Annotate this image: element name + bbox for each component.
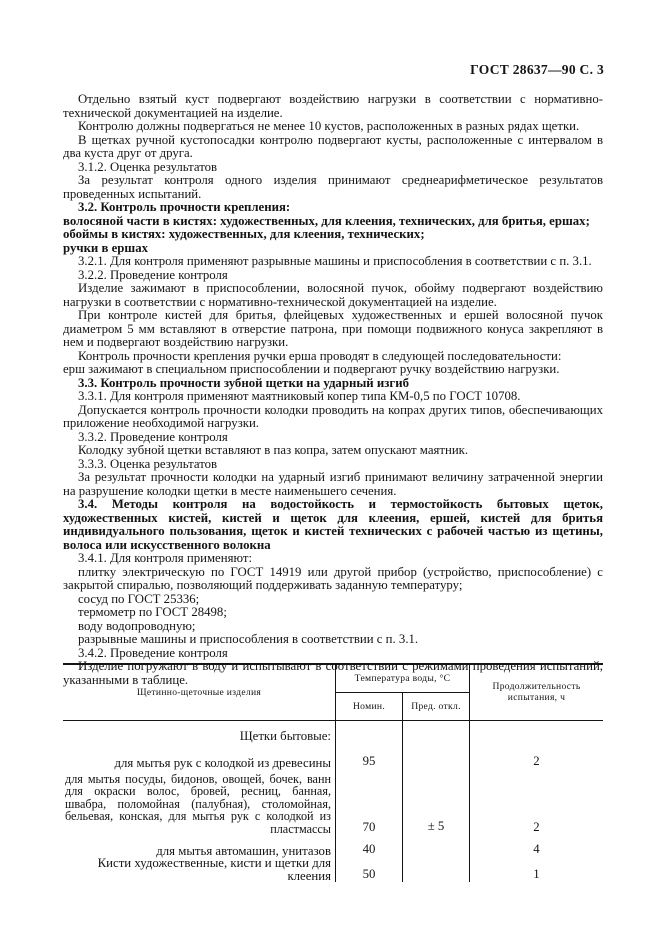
paragraph: В щетках ручной кустопосадки контролю подвергают кусты, расположенные с интервалом в два куста друг от друга. [63, 132, 603, 160]
row-nominal: 70 [336, 769, 403, 835]
paragraph: Допускается контроль прочности колодки проводить на копрах других типов, обеспечивающих приложение необходимой нагрузки. [63, 402, 603, 430]
list-item: термометр по ГОСТ 28498; [78, 605, 227, 619]
row-deviation [403, 720, 470, 742]
test-modes-table [63, 663, 603, 882]
paragraph: Колодку зубной щетки вставляют в паз копра, затем опускают маятник. [78, 443, 469, 457]
heading-item: волосяной части в кистях: художественных, для клеения, технических, для бритья, ершах; [63, 213, 590, 228]
table-row [63, 857, 603, 882]
heading-item: обоймы в кистях: художественных, для клеения, технических; [63, 227, 425, 241]
table-row [63, 720, 603, 742]
row-duration: 4 [533, 842, 540, 856]
table-row [63, 742, 603, 769]
row-deviation [403, 835, 470, 857]
list-item: плитку электрическую по ГОСТ 14919 или другой прибор (устройство, приспособление) с закрытой спиралью, позволяющий поддерживать заданную температуру; [63, 564, 603, 592]
list-item: разрывные машины и приспособления в соответствии с п. 3.1. [78, 632, 419, 646]
subsection-heading: 3.4.2. Проведение контроля [78, 645, 228, 660]
page-header: ГОСТ 28637—90 С. 3 [470, 62, 604, 77]
row-nominal: 40 [336, 835, 403, 857]
table-row [63, 835, 603, 857]
paragraph: Контролю должны подвергаться не менее 10 кустов, расположенных в разных рядах щетки. [78, 119, 580, 133]
section-heading: 3.4. Методы контроля на водостойкость и термостойкость бытовых щеток, художественных кистей, кистей и щеток для клеения, ершей, кистей для бритья индивидуального пользования, щеток и кистей технических с рабочей частью из щетины, волоса или искусственного волокна [63, 497, 603, 552]
row-nominal: 95 [336, 742, 403, 769]
row-deviation [403, 857, 470, 882]
column-header-duration: Продолжительность испытания, ч [470, 664, 604, 720]
row-product: для мытья рук с колодкой из древесины [63, 742, 336, 769]
paragraph: За результат прочности колодки на ударный изгиб принимают величину затраченной энергии на разрушение колодки щетки в месте наименьшего сечения. [63, 470, 603, 498]
row-duration: 1 [533, 867, 540, 881]
row-product: для мытья посуды, бидонов, овощей, бочек, ванн для окраски волос, бровей, ресниц, банная, швабра, поломойная (палубная), столомойная, бельевая, конская, для мытья рук с колодкой из пластмассы [63, 769, 336, 835]
list-item: сосуд по ГОСТ 25336; [78, 591, 200, 606]
paragraph: 3.4.1. Для контроля применяют: [78, 551, 253, 565]
paragraph: Изделие зажимают в приспособлении, волосяной пучок, обойму подвергают воздействию нагрузки в соответствии с нормативно-технической документацией на изделие. [63, 281, 603, 309]
list-item: воду водопроводную; [78, 618, 196, 633]
section-heading: 3.3. Контроль прочности зубной щетки на ударный изгиб [78, 375, 409, 390]
subsection-heading: 3.3.3. Оценка результатов [78, 456, 218, 471]
paragraph: При контроле кистей для бритья, флейцевых художественных и ершей волосяной пучок диаметром 5 мм вставляют в отверстие патрона, при помощи подвижного конуса закрепляют в нем и подвергают воздействию нагрузки. [63, 308, 603, 349]
paragraph: Контроль прочности крепления ручки ерша проводят в следующей последовательности: [78, 348, 562, 363]
paragraph: 3.3.1. Для контроля применяют маятниковый копер типа КМ-0,5 по ГОСТ 10708. [78, 389, 521, 403]
column-header-deviation: Пред. откл. [403, 692, 470, 720]
column-header-product: Щетинно-щеточные изделия [63, 664, 336, 720]
row-nominal: 50 [336, 857, 403, 882]
paragraph: За результат контроля одного изделия принимают среднеарифметическое результатов проведенных испытаний. [63, 173, 603, 201]
subsection-heading: 3.1.2. Оценка результатов [78, 159, 218, 174]
row-product: Кисти художественные, кисти и щетки для клеения [63, 857, 336, 882]
row-duration: 2 [533, 754, 540, 768]
row-deviation: ± 5 [403, 769, 470, 835]
column-header-nominal: Номин. [336, 692, 403, 720]
subsection-heading: 3.2.2. Проведение контроля [78, 267, 228, 282]
subsection-heading: 3.3.2. Проведение контроля [78, 429, 228, 444]
row-nominal [336, 720, 403, 742]
paragraph: Отдельно взятый куст подвергают воздействию нагрузки в соответствии с нормативно-технической документацией на изделие. [63, 92, 603, 120]
section-heading: 3.2. Контроль прочности крепления: [78, 200, 291, 214]
column-header-temperature: Температура воды, °С [336, 664, 470, 692]
paragraph: ерш зажимают в специальном приспособлении и подвергают ручку воздействию нагрузки. [63, 362, 560, 376]
paragraph: 3.2.1. Для контроля применяют разрывные машины и приспособления в соответствии с п. 3.1. [78, 254, 592, 268]
row-deviation [403, 742, 470, 769]
row-product: Щетки бытовые: [63, 720, 336, 742]
document-body [63, 93, 603, 687]
row-duration [470, 720, 604, 742]
heading-item: ручки в ершах [63, 240, 149, 255]
paragraph: Изделие погружают в воду и испытывают в соответствии с режимами проведения испытаний, указанными в таблице. [63, 659, 603, 687]
row-product: для мытья автомашин, унитазов [63, 835, 336, 857]
row-duration: 2 [533, 820, 540, 834]
table-row [63, 769, 603, 835]
